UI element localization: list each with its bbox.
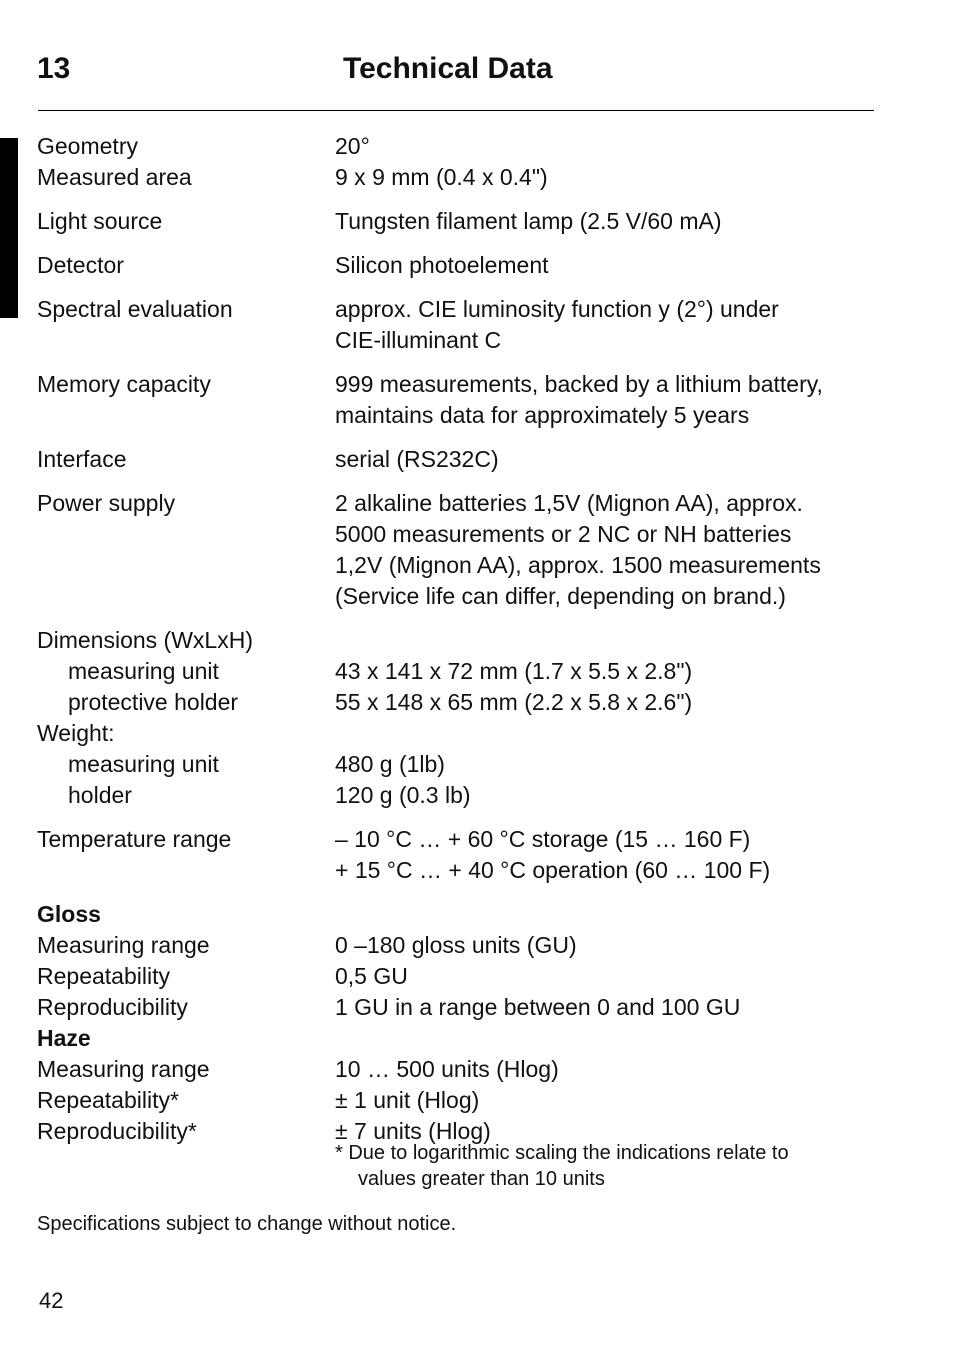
spec-value (335, 625, 917, 656)
spec-label: Detector (37, 252, 124, 278)
spec-value (335, 488, 917, 612)
spec-row-gloss-measuring-range (37, 930, 917, 961)
spec-row-gloss-repeatability (37, 961, 917, 992)
spec-value-line: ± 1 unit (Hlog) (335, 1087, 480, 1113)
spec-label: Spectral evaluation (37, 296, 233, 322)
spec-value-line: CIE-illuminant C (335, 327, 502, 353)
spec-label: Light source (37, 208, 163, 234)
spec-label: Measuring range (37, 932, 210, 958)
spec-row-light-source (37, 206, 917, 237)
spec-label: Repeatability (37, 963, 170, 989)
spec-value-line: 0,5 GU (335, 963, 408, 989)
spec-row-memory-capacity (37, 369, 917, 431)
spec-label: Reproducibility (37, 994, 188, 1020)
spec-row-measured-area (37, 162, 917, 193)
spec-value-line: 480 g (1lb) (335, 751, 445, 777)
spec-value-line: 5000 measurements or 2 NC or NH batteries (335, 521, 792, 547)
spec-value (335, 824, 917, 886)
spec-value-line: – 10 °C … + 60 °C storage (15 … 160 F) (335, 826, 751, 852)
spec-value-line: 10 … 500 units (Hlog) (335, 1056, 559, 1082)
spec-value (335, 444, 917, 475)
spec-table (37, 131, 917, 1147)
spec-heading-haze (37, 1023, 917, 1054)
spec-value (335, 206, 917, 237)
spec-value-line: approx. CIE luminosity function y (2°) under (335, 296, 779, 322)
spec-row-weight-holder (37, 780, 917, 811)
spec-row-weight (37, 718, 917, 749)
spec-value-line: 20° (335, 133, 370, 159)
spec-value-line (335, 1023, 917, 1054)
spec-value (335, 162, 917, 193)
spec-label: measuring unit (68, 658, 219, 684)
spec-label: Dimensions (WxLxH) (37, 627, 253, 653)
page-title: Technical Data (343, 52, 553, 85)
spec-label: holder (68, 782, 132, 808)
spec-label: Power supply (37, 490, 176, 516)
spec-value (335, 250, 917, 281)
spec-label: Gloss (37, 901, 101, 927)
spec-row-spectral-evaluation (37, 294, 917, 356)
spec-label: Weight: (37, 720, 115, 746)
chapter-number: 13 (37, 52, 71, 85)
spec-row-dimensions (37, 625, 917, 656)
footnote-line-2: values greater than 10 units (358, 1168, 605, 1190)
spec-row-interface (37, 444, 917, 475)
spec-value-line: (Service life can differ, depending on brand.) (335, 583, 786, 609)
spec-label: Geometry (37, 133, 138, 159)
spec-heading-gloss (37, 899, 917, 930)
spec-row-weight-measuring-unit (37, 749, 917, 780)
footnote (335, 1140, 789, 1192)
spec-value-line (335, 625, 917, 656)
disclaimer: Specifications subject to change without notice. (37, 1213, 457, 1235)
spec-value-line: maintains data for approximately 5 years (335, 402, 750, 428)
spec-row-geometry (37, 131, 917, 162)
spec-value (335, 294, 917, 356)
spec-value (335, 687, 917, 718)
spec-value-line: 1,2V (Mignon AA), approx. 1500 measurements (335, 552, 821, 578)
spec-row-temperature-range (37, 824, 917, 886)
spec-value (335, 131, 917, 162)
spec-label: Interface (37, 446, 127, 472)
spec-value (335, 656, 917, 687)
spec-value-line: Tungsten filament lamp (2.5 V/60 mA) (335, 208, 722, 234)
spec-value-line: + 15 °C … + 40 °C operation (60 … 100 F) (335, 857, 771, 883)
spec-value (335, 1023, 917, 1054)
spec-value-line: 43 x 141 x 72 mm (1.7 x 5.5 x 2.8") (335, 658, 693, 684)
spec-value (335, 718, 917, 749)
spec-value (335, 369, 917, 431)
spec-label: Measuring range (37, 1056, 210, 1082)
spec-value-line: 120 g (0.3 lb) (335, 782, 471, 808)
spec-row-dim-measuring-unit (37, 656, 917, 687)
spec-value-line: ± 7 units (Hlog) (335, 1118, 491, 1144)
spec-label: Haze (37, 1025, 91, 1051)
spec-value-line: 1 GU in a range between 0 and 100 GU (335, 994, 741, 1020)
spec-label: Memory capacity (37, 371, 211, 397)
spec-value (335, 961, 917, 992)
spec-value-line (335, 899, 917, 930)
section-tab-marker (0, 138, 18, 318)
spec-row-power-supply (37, 488, 917, 612)
spec-row-dim-protective-holder (37, 687, 917, 718)
header-rule (38, 110, 874, 111)
footnote-line-1: * Due to logarithmic scaling the indications relate to (335, 1142, 789, 1164)
spec-value (335, 899, 917, 930)
spec-value (335, 749, 917, 780)
spec-row-detector (37, 250, 917, 281)
spec-value (335, 992, 917, 1023)
spec-label: Reproducibility* (37, 1118, 197, 1144)
spec-value (335, 1085, 917, 1116)
spec-row-gloss-reproducibility (37, 992, 917, 1023)
spec-row-haze-measuring-range (37, 1054, 917, 1085)
spec-value-line: 0 –180 gloss units (GU) (335, 932, 577, 958)
spec-value-line (335, 718, 917, 749)
spec-label: Measured area (37, 164, 192, 190)
spec-label: Temperature range (37, 826, 232, 852)
spec-value (335, 1054, 917, 1085)
spec-value (335, 930, 917, 961)
spec-value-line: 9 x 9 mm (0.4 x 0.4") (335, 164, 548, 190)
spec-label: Repeatability* (37, 1087, 179, 1113)
spec-row-haze-repeatability (37, 1085, 917, 1116)
spec-label: protective holder (68, 689, 239, 715)
spec-value-line: Silicon photoelement (335, 252, 549, 278)
page-number: 42 (39, 1288, 64, 1313)
spec-value-line: 2 alkaline batteries 1,5V (Mignon AA), approx. (335, 490, 803, 516)
spec-value (335, 780, 917, 811)
spec-value-line: serial (RS232C) (335, 446, 499, 472)
spec-value-line: 55 x 148 x 65 mm (2.2 x 5.8 x 2.6") (335, 689, 693, 715)
spec-label: measuring unit (68, 751, 219, 777)
spec-value-line: 999 measurements, backed by a lithium battery, (335, 371, 823, 397)
